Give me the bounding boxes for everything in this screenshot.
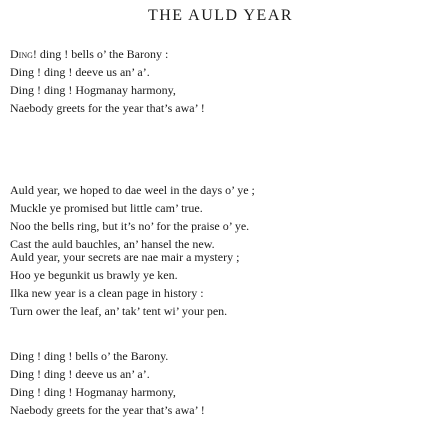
stanza-1-line-3: Ding ! ding ! Hogmanay harmony, — [10, 83, 176, 97]
stanza-4-line-2: Ding ! ding ! deeve us an’ a’. — [10, 367, 150, 381]
stanza-1-line-2: Ding ! ding ! deeve us an’ a’. — [10, 65, 150, 79]
poem-title: THE AULD YEAR — [147, 7, 294, 24]
stanza-2-line-4: Cast the auld bauchles, an’ hansel the new. — [10, 237, 215, 251]
stanza-4-line-4: Naebody greets for the year that’s awa’ ! — [10, 403, 205, 417]
stanza-3 — [10, 248, 435, 320]
stanza-4-line-1: Ding ! ding ! bells o’ the Barony. — [10, 349, 169, 363]
stanza-4 — [10, 347, 435, 419]
stanza-3-line-1: Auld year, your secrets are nae mair a mystery ; — [10, 250, 240, 264]
stanza-1-line-1 — [10, 45, 435, 63]
drop-word: Ding — [10, 47, 33, 61]
stanza-3-line-2: Hoo ye begunkit us brawly ye ken. — [10, 268, 178, 282]
stanza-1-line-4: Naebody greets for the year that’s awa’ ! — [10, 101, 205, 115]
stanza-1 — [10, 45, 435, 117]
stanza-3-line-3: Ilka new year is a clean page in history : — [10, 286, 204, 300]
stanza-2 — [10, 181, 435, 253]
stanza-2-line-3: Noo the bells ring, but it’s no’ for the praise o’ ye. — [10, 219, 250, 233]
stanza-2-line-2: Muckle ye promised but little cam’ true. — [10, 201, 203, 215]
line-text: ! ding ! bells o’ the Barony : — [32, 47, 169, 61]
stanza-2-line-1: Auld year, we hoped to dae weel in the days o’ ye ; — [10, 183, 255, 197]
stanza-4-line-3: Ding ! ding ! Hogmanay harmony, — [10, 385, 176, 399]
stanza-3-line-4: Turn ower the leaf, an’ tak’ tent wi’ your pen. — [10, 304, 228, 318]
